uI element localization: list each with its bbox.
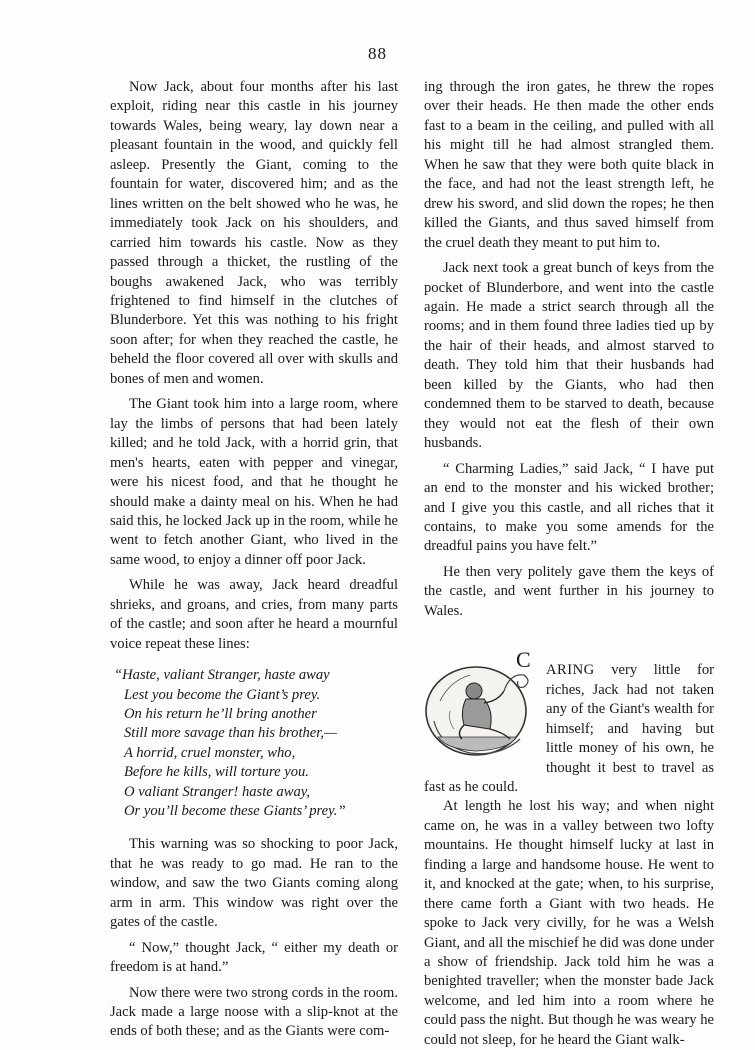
verse-block [114, 666, 398, 821]
jack-sitting-vignette-icon [420, 651, 540, 761]
paragraph-keys: Jack next took a great bunch of keys from the pocket of Blunderbore, and went into the castle again. He made a strict search through all the rooms; and in them found three ladies tied up by the hair of their heads, and almost starved to death. They told him that their husbands had been killed by the Giants, who had then condemned them to be starved to death, because they would not eat the flesh of their own husbands. [424, 260, 714, 452]
drop-cap-letter: C [516, 651, 531, 673]
verse-line: A horrid, cruel monster, who, [124, 744, 296, 761]
paragraph-iron-gates: ing through the iron gates, he threw the ropes over their heads. He then made the other ends fast to a beam in the ceiling, and pulled with all his might till he had almost strangled them. When he saw that they were both quite black in the face, and had not the least strength left, he drew his sword, and slid down the ropes; he then killed the Giants, and thus saved himself from the cruel death they meant to put him to. [424, 79, 714, 251]
paragraph-now-thought: “ Now,” thought Jack, “ either my death or freedom is at hand.” [110, 939, 398, 976]
right-column [424, 78, 714, 1050]
page-number: 88 [368, 44, 387, 63]
paragraph-jack-asleep: Now Jack, about four months after his last exploit, riding near this castle in his journey towards Wales, being weary, lay down near a pleasant fountain in the wood, and quickly fell asleep. Presently the Giant, coming to the fountain for water, discovered him; and as the lines written on the belt showed who he was, he immediately took Jack on his shoulders, and carried him towards his castle. Now as they passed through a thicket, the rustling of the boughs awakened Jack, who was terribly frightened to find himself in the clutches of Blunderbore. Yet this was nothing to his fright soon after; for when they reached the castle, he beheld the floor covered all over with skulls and bones of men and women. [110, 79, 398, 387]
paragraph-strong-cords: Now there were two strong cords in the room. Jack made a large noose with a slip-knot at the ends of both these; and as the Giants were com- [110, 984, 398, 1040]
drop-cap-rest: very little for riches, Jack had not taken any of the Giant's wealth for himself; and having but little money of his own, he thought it best to travel as fast as he could. [424, 662, 714, 795]
verse-line: Before he kills, will torture you. [124, 764, 309, 781]
paragraph-gave-keys: He then very politely gave them the keys of the castle, and went further in his journey to Wales. [424, 563, 714, 619]
verse-line: O valiant Stranger! haste away, [124, 783, 311, 800]
left-column [110, 78, 398, 1042]
paragraph-lost-way: At length he lost his way; and when night came on, he was in a valley between two lofty mountains. He thought himself lucky at last in finding a large and handsome house. He went to it, and knocked at the gate; when, to his surprise, there came forth a Giant with two heads. He spoke to Jack very civilly, for he was a Welsh Giant, and all the mischief he did was done under a show of friendship. Jack told him he was a benighted traveller; when the monster bade Jack welcome, and led him into a room where he could pass the night. But though he was weary he could not sleep, for he heard the Giant walk- [424, 798, 714, 1048]
verse-line: Lest you become the Giant’s prey. [124, 686, 321, 703]
drop-cap-lead-word: ARING [546, 662, 595, 679]
paragraph-shrieks: While he was away, Jack heard dreadful shrieks, and groans, and cries, from many parts of the castle; and soon after he heard a mournful voice repeat these lines: [110, 577, 398, 652]
paragraph-large-room: The Giant took him into a large room, where lay the limbs of persons that had been lately killed; and he told Jack, with a horrid grin, that men's hearts, eaten with pepper and vinegar, were his nicest food, and that he thought he should make a dainty meal on his. When he had said this, he locked Jack up in the room, while he went to fetch another Giant, who lived in the same wood, to enjoy a dinner off poor Jack. [110, 396, 398, 568]
chapter-opening [424, 651, 714, 797]
verse-line: Still more savage than his brother,— [124, 725, 337, 742]
paragraph-warning: This warning was so shocking to poor Jack, that he was ready to go mad. He ran to the window, and saw the two Giants coming along arm in arm. This window was right over the gates of the castle. [110, 836, 398, 931]
paragraph-charming-ladies: “ Charming Ladies,” said Jack, “ I have put an end to the monster and his wicked brother; and I give you this castle, and all riches that it contains, to make you some amends for the dreadful pains you have felt.” [424, 460, 714, 555]
verse-line: “Haste, valiant Stranger, haste away [114, 667, 330, 684]
verse-line: On his return he’ll bring another [124, 705, 317, 722]
verse-line: Or you’ll become these Giants’ prey.” [124, 802, 346, 819]
